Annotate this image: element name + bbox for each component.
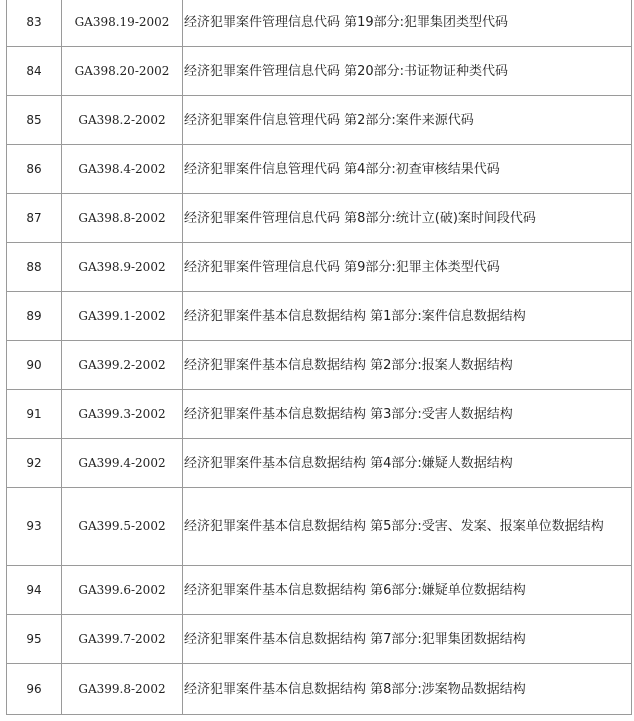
standard-name-cell: 经济犯罪案件信息管理代码 第2部分:案件来源代码: [183, 96, 632, 145]
standards-table-body: [7, 0, 632, 715]
standard-name-cell: 经济犯罪案件信息管理代码 第4部分:初查审核结果代码: [183, 145, 632, 194]
table-row: [7, 390, 632, 439]
table-row: [7, 243, 632, 292]
standard-name-cell: 经济犯罪案件基本信息数据结构 第2部分:报案人数据结构: [183, 341, 632, 390]
standard-code-cell: GA399.2-2002: [62, 341, 183, 390]
row-number-cell: 95: [7, 615, 62, 664]
standard-code-cell: GA398.2-2002: [62, 96, 183, 145]
row-number-cell: 92: [7, 439, 62, 488]
row-number-cell: 91: [7, 390, 62, 439]
standard-name-cell: 经济犯罪案件基本信息数据结构 第7部分:犯罪集团数据结构: [183, 615, 632, 664]
standard-code-cell: GA399.8-2002: [62, 664, 183, 715]
standard-name-cell: 经济犯罪案件管理信息代码 第19部分:犯罪集团类型代码: [183, 0, 632, 47]
standard-code-cell: GA398.9-2002: [62, 243, 183, 292]
standard-name-cell: 经济犯罪案件基本信息数据结构 第8部分:涉案物品数据结构: [183, 664, 632, 715]
row-number-cell: 88: [7, 243, 62, 292]
standard-name-cell: 经济犯罪案件管理信息代码 第9部分:犯罪主体类型代码: [183, 243, 632, 292]
row-number-cell: 86: [7, 145, 62, 194]
standard-name-cell: 经济犯罪案件管理信息代码 第20部分:书证物证种类代码: [183, 47, 632, 96]
standard-code-cell: GA399.4-2002: [62, 439, 183, 488]
table-row: [7, 664, 632, 715]
standard-name-cell: 经济犯罪案件基本信息数据结构 第1部分:案件信息数据结构: [183, 292, 632, 341]
table-row: [7, 0, 632, 47]
table-row: [7, 615, 632, 664]
standard-code-cell: GA399.5-2002: [62, 488, 183, 566]
row-number-cell: 94: [7, 566, 62, 615]
standard-code-cell: GA398.19-2002: [62, 0, 183, 47]
standard-code-cell: GA399.6-2002: [62, 566, 183, 615]
standard-name-cell: 经济犯罪案件基本信息数据结构 第6部分:嫌疑单位数据结构: [183, 566, 632, 615]
standard-name-cell: 经济犯罪案件基本信息数据结构 第3部分:受害人数据结构: [183, 390, 632, 439]
row-number-cell: 93: [7, 488, 62, 566]
table-row: [7, 341, 632, 390]
standard-code-cell: GA398.8-2002: [62, 194, 183, 243]
row-number-cell: 90: [7, 341, 62, 390]
table-row: [7, 292, 632, 341]
table-row: [7, 96, 632, 145]
table-row: [7, 47, 632, 96]
standard-code-cell: GA399.7-2002: [62, 615, 183, 664]
row-number-cell: 84: [7, 47, 62, 96]
standard-code-cell: GA398.20-2002: [62, 47, 183, 96]
table-row: [7, 566, 632, 615]
standard-code-cell: GA399.1-2002: [62, 292, 183, 341]
row-number-cell: 96: [7, 664, 62, 715]
table-row: [7, 439, 632, 488]
standard-name-cell: 经济犯罪案件基本信息数据结构 第4部分:嫌疑人数据结构: [183, 439, 632, 488]
table-row: [7, 145, 632, 194]
standard-code-cell: GA399.3-2002: [62, 390, 183, 439]
standard-name-cell: 经济犯罪案件基本信息数据结构 第5部分:受害、发案、报案单位数据结构: [183, 488, 632, 566]
standard-name-cell: 经济犯罪案件管理信息代码 第8部分:统计立(破)案时间段代码: [183, 194, 632, 243]
row-number-cell: 85: [7, 96, 62, 145]
row-number-cell: 89: [7, 292, 62, 341]
table-row: [7, 488, 632, 566]
row-number-cell: 87: [7, 194, 62, 243]
standards-table: [6, 0, 632, 715]
standard-code-cell: GA398.4-2002: [62, 145, 183, 194]
table-row: [7, 194, 632, 243]
row-number-cell: 83: [7, 0, 62, 47]
